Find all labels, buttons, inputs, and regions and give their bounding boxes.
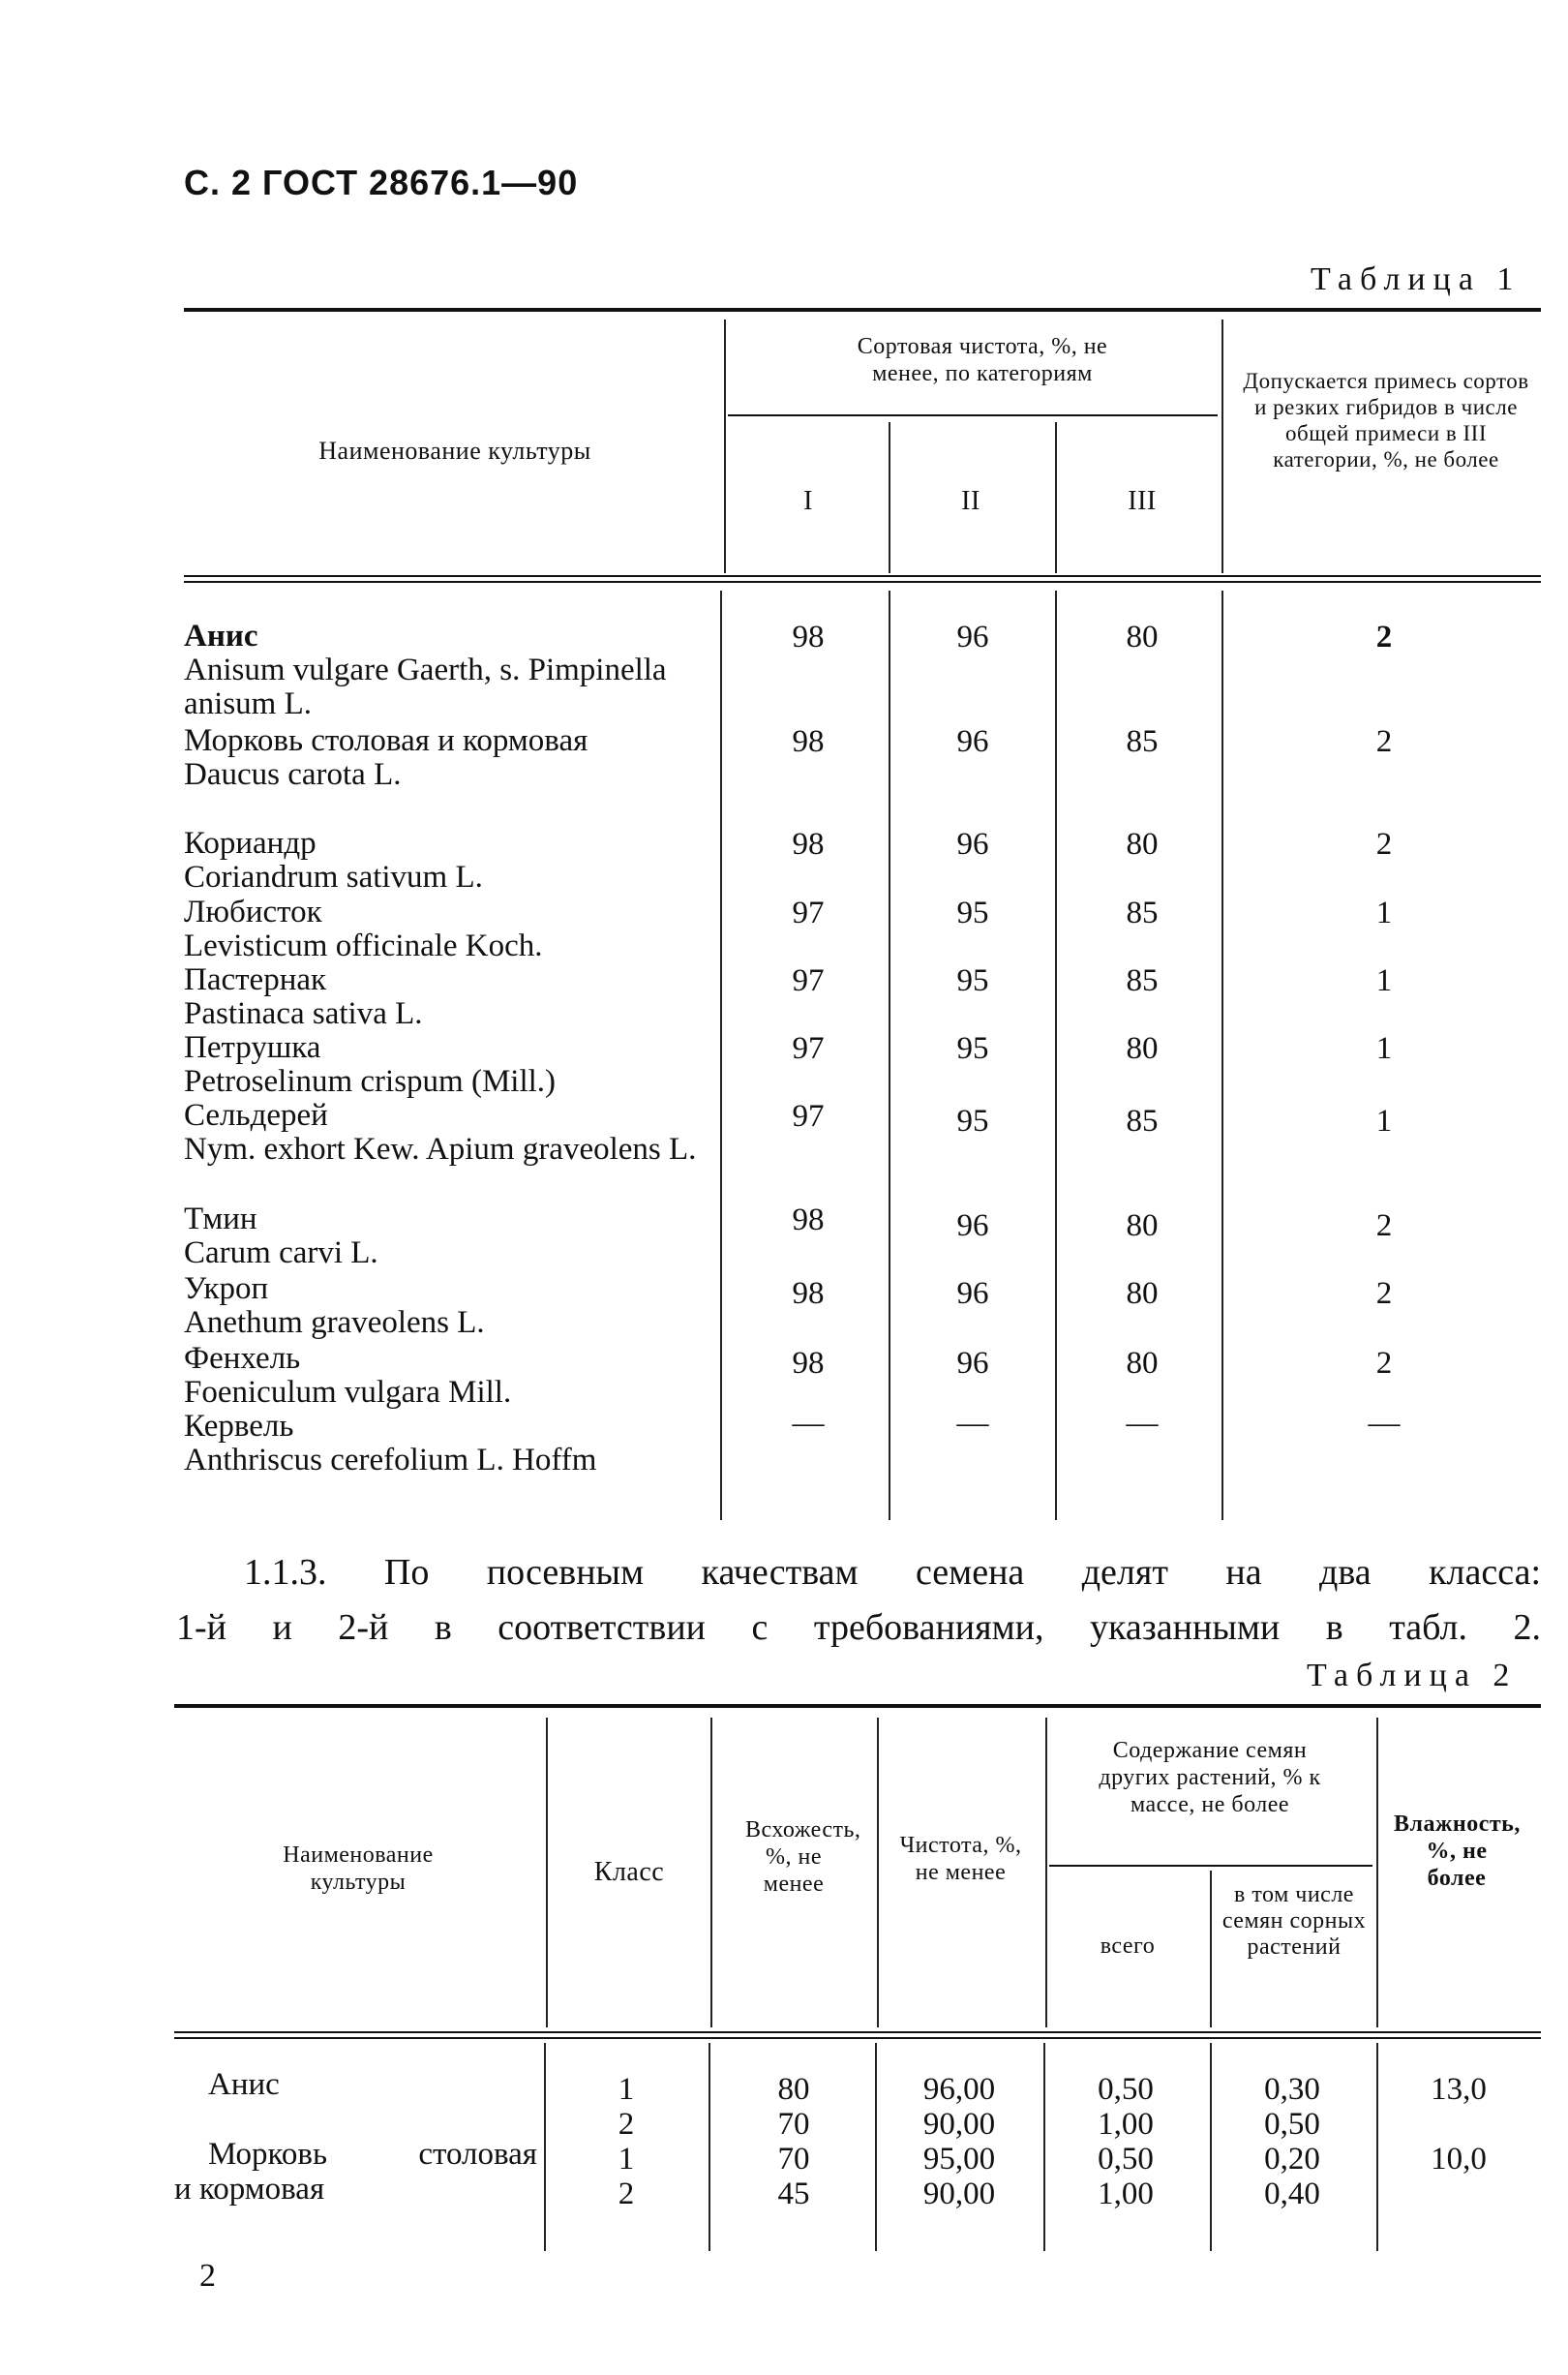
table1-cell: 98 [792, 1203, 825, 1237]
table1-cell: 95 [956, 1031, 989, 1066]
table1-cell: 98 [792, 827, 825, 862]
table1-cell: 80 [1126, 1031, 1159, 1066]
table1-cell: 85 [1126, 1104, 1159, 1139]
table2-group-rule [1049, 1865, 1372, 1867]
table1-vline [1055, 422, 1057, 573]
table2-vline [875, 2043, 877, 2251]
table1-caption: Таблица 1 [1311, 261, 1522, 297]
crop-name: Анис [184, 619, 258, 654]
table1-cell: — [792, 1406, 825, 1441]
crop-latin: Anthriscus cerefolium L. Hoffm [184, 1443, 597, 1477]
table1-group-header: Сортовая чистота, %, не менее, по категориям [857, 334, 1108, 386]
crop-latin: Pastinaca sativa L. [184, 996, 423, 1031]
table2-vline [546, 1718, 548, 2027]
table2-col-purity-header: Чистота, %, не менее [899, 1833, 1022, 1885]
table2-caption: Таблица 2 [1307, 1658, 1518, 1693]
table1-cell: 97 [792, 1031, 825, 1066]
table1-top-rule [184, 308, 1541, 312]
table1-vline [1221, 591, 1223, 1520]
table1-cat-3: III [1128, 486, 1157, 516]
table1-vline [724, 320, 726, 573]
table1-cell: 80 [1126, 1276, 1159, 1311]
table1-cell: 97 [792, 896, 825, 930]
crop-name: Фенхель [184, 1341, 301, 1376]
crop-latin: Carum carvi L. [184, 1235, 378, 1270]
crop-latin: Nym. exhort Kew. Apium graveolens L. [184, 1132, 697, 1167]
crop-name: Тмин [184, 1202, 257, 1236]
table1-header-rule-a [184, 575, 1541, 577]
table2-vline [877, 1718, 879, 2027]
table2-cell: 0,40 [1264, 2177, 1320, 2211]
table1-header-rule-b [184, 581, 1541, 583]
table1-cell: 85 [1126, 963, 1159, 998]
page-header: С. 2 ГОСТ 28676.1—90 [184, 163, 579, 202]
table1-cell: 80 [1126, 827, 1159, 862]
table1-cell: 2 [1375, 1208, 1393, 1243]
table1-row [184, 896, 711, 963]
paragraph-line-2: 1-й и 2-й в соответствии с требованиями, указанными в табл. 2. [176, 1607, 1541, 1648]
table1-cell: — [956, 1406, 989, 1441]
table1-row [184, 963, 711, 1031]
table1-cell: 85 [1126, 724, 1159, 759]
table2-cell: 2 [618, 2177, 635, 2211]
table1-cell: 1 [1375, 896, 1393, 930]
table1-cell: 96 [956, 827, 989, 862]
table2-cell: 0,20 [1264, 2142, 1320, 2177]
table1-row [184, 827, 711, 895]
table1-row [184, 724, 711, 792]
table2-cell: 96,00 [922, 2072, 996, 2107]
table1-cell: — [1126, 1406, 1159, 1441]
table1-cell: 98 [792, 1346, 825, 1381]
table2-cell: 0,50 [1098, 2142, 1154, 2177]
table2-vline [1045, 1718, 1047, 2027]
crop-name: Кервель [184, 1409, 294, 1444]
crop-latin: Anisum vulgare Gaerth, s. Pimpinella anisum L. [184, 653, 667, 721]
table1-vline [889, 422, 890, 573]
table2-header-rule-a [174, 2031, 1541, 2033]
crop-name: Любисток [184, 895, 322, 929]
table2-seeds-group-header: Содержание семян других растений, % к массе, не более [1099, 1738, 1321, 1817]
table1-cell: 80 [1126, 620, 1159, 655]
table2-cell: 1,00 [1098, 2107, 1154, 2142]
table1-cell: 2 [1375, 1346, 1393, 1381]
table1-cell: 98 [792, 620, 825, 655]
table1-row [184, 1031, 711, 1099]
crop-name: Петрушка [184, 1030, 321, 1065]
table2-cell: 2 [618, 2107, 635, 2142]
table2-cell: 0,50 [1098, 2072, 1154, 2107]
crop-latin: Levisticum officinale Koch. [184, 929, 543, 963]
crop-name: Морковь столовая и кормовая [184, 723, 588, 758]
crop-latin: Petroselinum crispum (Mill.) [184, 1064, 557, 1099]
crop-name: Сельдерей [184, 1098, 328, 1133]
table2-cell: 1 [618, 2142, 635, 2177]
paragraph-1-1-3 [176, 1545, 1541, 1656]
table1-cell: 1 [1375, 963, 1393, 998]
table1-cell: 80 [1126, 1208, 1159, 1243]
table1-group-rule [728, 414, 1218, 416]
table2-col-name-header: Наименование культуры [283, 1842, 434, 1895]
table1-cell: 80 [1126, 1346, 1159, 1381]
table2-vline [1376, 1718, 1378, 2027]
table1-cat-2: II [961, 486, 980, 516]
table1-cell: 96 [956, 724, 989, 759]
table1-cell: 2 [1375, 620, 1393, 655]
table1-cell: 97 [792, 963, 825, 998]
table2-vline [710, 1718, 712, 2027]
table2-col-weeds-header: в том числе семян сорных растений [1221, 1882, 1367, 1960]
crop-latin: Anethum graveolens L. [184, 1305, 485, 1340]
table1-cell: 95 [956, 1104, 989, 1139]
table1-cell: 2 [1375, 827, 1393, 862]
table2-vline [1043, 2043, 1045, 2251]
table1-row [184, 620, 711, 721]
crop-name: Пастернак [184, 962, 327, 997]
page-number: 2 [199, 2258, 216, 2294]
table1-cell: 96 [956, 1346, 989, 1381]
table1-cell: 95 [956, 963, 989, 998]
crop-latin: Coriandrum sativum L. [184, 860, 483, 895]
table1-cell: 85 [1126, 896, 1159, 930]
table2-cell: 0,30 [1264, 2072, 1320, 2107]
table2-cell: 13,0 [1431, 2072, 1487, 2107]
table2-header-rule-b [174, 2037, 1541, 2039]
table2-cell: 10,0 [1431, 2142, 1487, 2177]
table2-vline [544, 2043, 546, 2251]
table1-cell: 96 [956, 1208, 989, 1243]
paragraph-line-1: 1.1.3. По посевным качествам семена делят на два класса: [244, 1552, 1541, 1593]
table2-cell: 95,00 [922, 2142, 996, 2177]
table1-row [184, 1342, 711, 1410]
table2-cell: 1 [618, 2072, 635, 2107]
table2-crop-name: и кормовая [174, 2172, 325, 2207]
table1-cell: — [1368, 1406, 1401, 1441]
table1-cell: 1 [1375, 1031, 1393, 1066]
table1-row [184, 1203, 711, 1270]
table2-vline [1376, 2043, 1378, 2251]
table1-col-name-header: Наименование культуры [318, 437, 591, 465]
table2-vline [1210, 2043, 1212, 2251]
table1-cell: 2 [1375, 724, 1393, 759]
table1-cell: 1 [1375, 1104, 1393, 1139]
table1-vline [1055, 591, 1057, 1520]
table2-col-germ-header: Всхожесть, %, не менее [745, 1817, 861, 1897]
table1-vline [1221, 320, 1223, 573]
table2-cell: 70 [777, 2107, 810, 2142]
crop-name: Укроп [184, 1271, 269, 1306]
table2-top-rule [174, 1704, 1541, 1708]
table2-crop-name: Анис [208, 2067, 280, 2102]
crop-name: Кориандр [184, 826, 317, 861]
table2-col-class-header: Класс [593, 1857, 665, 1887]
table1-cell: 98 [792, 724, 825, 759]
table1-vline [889, 591, 890, 1520]
table1-cell: 95 [956, 896, 989, 930]
table2-cell: 1,00 [1098, 2177, 1154, 2211]
table1-row [184, 1099, 711, 1167]
table1-cell: 96 [956, 1276, 989, 1311]
table2-cell: 70 [777, 2142, 810, 2177]
table2-cell: 0,50 [1264, 2107, 1320, 2142]
crop-latin: Foeniculum vulgara Mill. [184, 1375, 512, 1410]
table1-row [184, 1410, 711, 1477]
table1-row [184, 1272, 711, 1340]
table2-cell: 80 [777, 2072, 810, 2107]
crop-latin: Daucus carota L. [184, 757, 402, 792]
table1-vline [720, 591, 722, 1520]
table2-crop-name: Морковь столовая [208, 2137, 537, 2172]
table1-cat-1: I [803, 486, 813, 516]
table1-cell: 96 [956, 620, 989, 655]
table1-cell: 97 [792, 1099, 825, 1134]
table2-col-total-header: всего [1100, 1933, 1156, 1959]
table2-cell: 45 [777, 2177, 810, 2211]
table2-cell: 90,00 [922, 2107, 996, 2142]
table1-cell: 2 [1375, 1276, 1393, 1311]
table1-admix-header: Допускается примесь сортов и резких гибридов в числе общей примеси в III категории, %, не более [1243, 369, 1529, 472]
table1-cell: 98 [792, 1276, 825, 1311]
table2-col-moist-header: Влажность, %, не более [1394, 1812, 1521, 1891]
table2-cell: 90,00 [922, 2177, 996, 2211]
table2-vline [1210, 1871, 1212, 2027]
table2-vline [709, 2043, 710, 2251]
